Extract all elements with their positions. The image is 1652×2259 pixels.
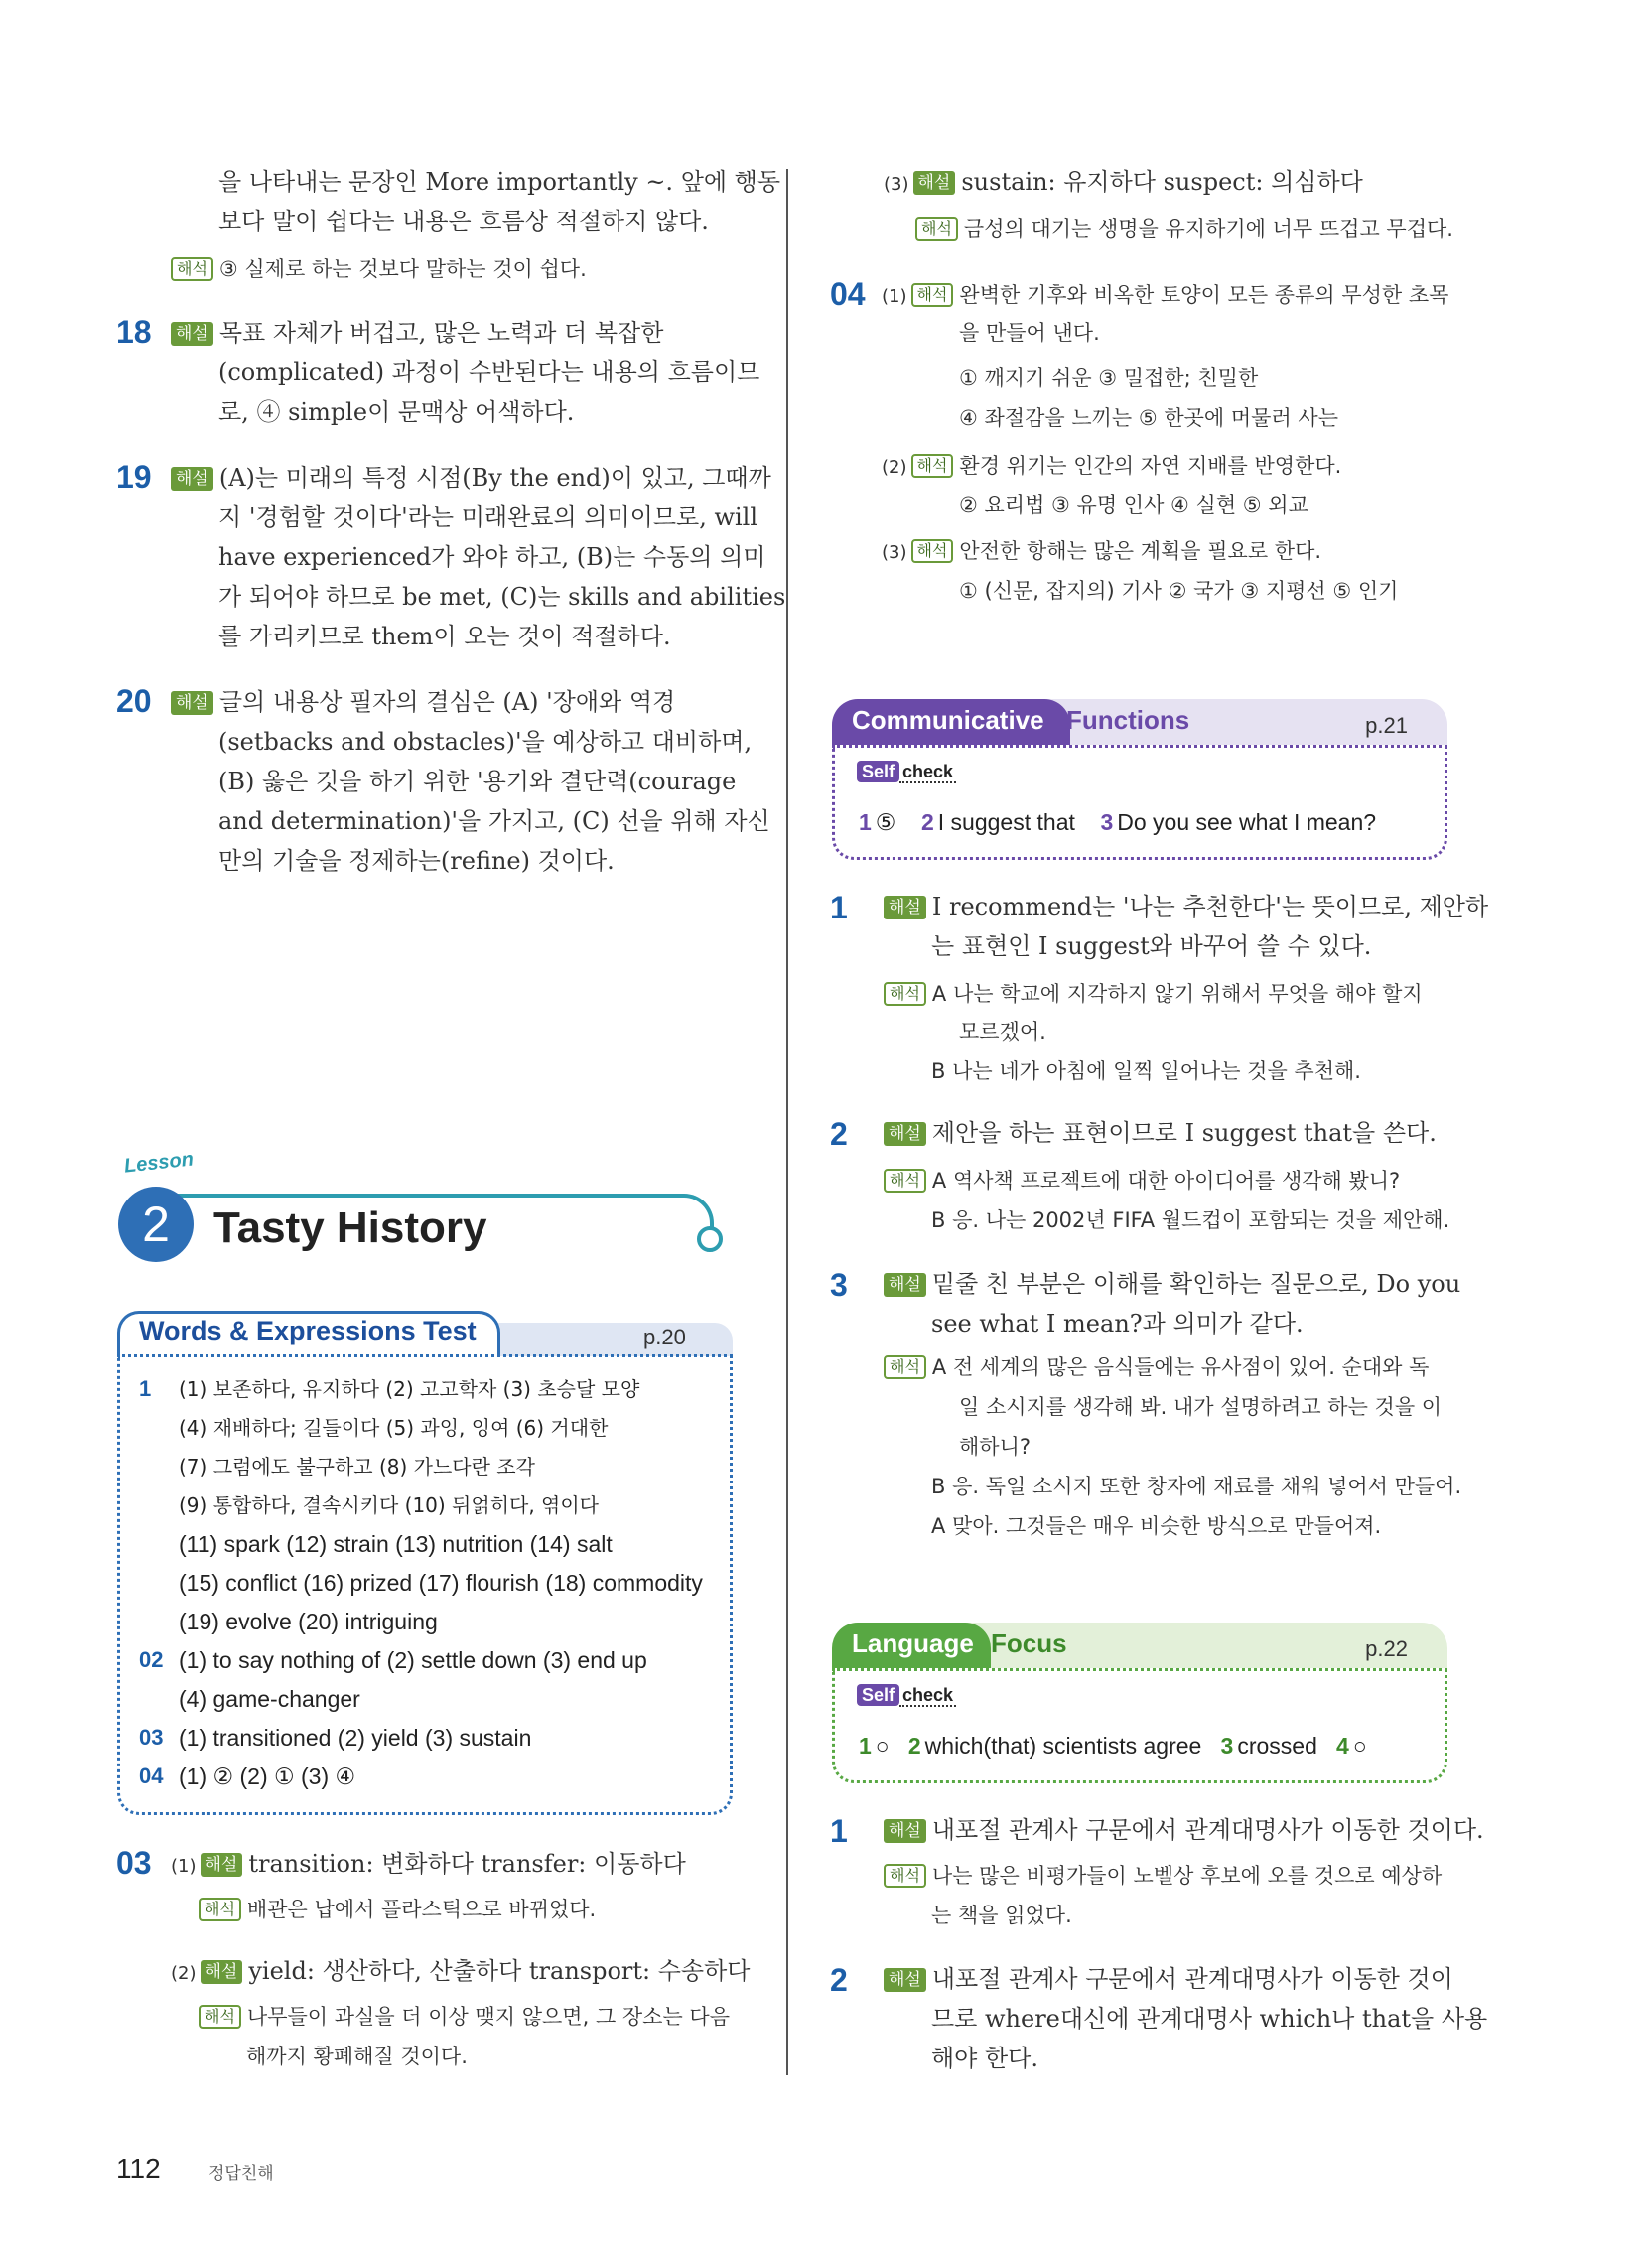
explanation-badge: 해설: [201, 1960, 243, 1984]
text-line: 보다 말이 쉽다는 내용은 흐름상 적절하지 않다.: [218, 208, 709, 235]
text-line: [171, 1849, 686, 1882]
explanation-badge: 해설: [913, 171, 956, 195]
explanation-text: sustain: 유지하다 suspect: 의심하다: [961, 168, 1363, 196]
text-line: see what I mean?과 의미가 같다.: [931, 1310, 1304, 1338]
answer-number: 4: [1336, 1733, 1349, 1759]
translation-line: [171, 254, 587, 284]
box-title: Words & Expressions Test: [139, 1316, 477, 1345]
translation-badge: 해석: [884, 982, 926, 1006]
text-line: [171, 463, 771, 493]
explanation-badge: 해설: [884, 1273, 926, 1297]
text-line: and determination)'을 가지고, (C) 선을 위해 자신: [218, 807, 770, 835]
translation-line: 을 만들어 낸다.: [959, 321, 1100, 345]
text-line: 해야 한다.: [931, 2045, 1038, 2072]
translation-text: A 전 세계의 많은 음식들에는 유사점이 있어. 순대와 독: [931, 1355, 1430, 1379]
text-line: 을 나타내는 문장인 More importantly ~. 앞에 행동: [218, 168, 781, 196]
text-line: [884, 1118, 1437, 1148]
text-line: 만의 기술을 정제하는(refine) 것이다.: [218, 847, 615, 875]
self-check-tag: Self: [857, 761, 899, 782]
text-line: [884, 167, 1363, 200]
text-line: (complicated) 과정이 수반된다는 내용의 흐름이므: [218, 358, 760, 386]
sub-number: (3): [882, 542, 907, 563]
option-line: ④ 좌절감을 느끼는 ⑤ 한곳에 머물러 사는: [959, 406, 1338, 430]
explanation-badge: 해설: [201, 1853, 243, 1877]
text-line: [884, 1815, 1484, 1845]
row-number: 02: [139, 1647, 164, 1672]
box-page-ref: p.21: [1365, 713, 1408, 738]
translation-badge: 해석: [911, 454, 954, 478]
explanation-text: (A)는 미래의 특정 시점(By the end)이 있고, 그때까: [218, 464, 771, 492]
translation-text: 환경 위기는 인간의 자연 지배를 반영한다.: [959, 454, 1342, 478]
row-number: 04: [139, 1764, 164, 1788]
answer-number: 2: [907, 1733, 921, 1759]
translation-line: 모르겠어.: [959, 1020, 1046, 1044]
answer-number: 3: [1220, 1733, 1234, 1759]
word-row: (4) game-changer: [179, 1686, 360, 1712]
option-line: ① (신문, 잡지의) 기사 ② 국가 ③ 지평선 ⑤ 인기: [959, 579, 1399, 603]
question-number: 1: [830, 1813, 848, 1849]
answer-number: 1: [859, 1733, 872, 1759]
translation-line: 는 책을 읽었다.: [931, 1904, 1072, 1927]
text-line: [884, 892, 1488, 921]
lesson-header: [114, 1148, 730, 1271]
answer-number: 1: [859, 809, 872, 835]
explanation-badge: 해설: [884, 1122, 926, 1146]
word-row: (9) 통합하다, 결속시키다 (10) 뒤얽히다, 엮이다: [179, 1493, 600, 1517]
translation-badge: 해석: [884, 1864, 926, 1888]
translation-line: [884, 1352, 1429, 1382]
translation-text: 배관은 납에서 플라스틱으로 바뀌었다.: [246, 1898, 597, 1921]
sub-number: (3): [884, 174, 909, 195]
sub-number: (2): [882, 457, 907, 478]
lesson-label: Lesson: [122, 1148, 195, 1178]
text-line: (setbacks and obstacles)'을 예상하고 대비하며,: [218, 728, 753, 756]
question-number: 1: [830, 890, 848, 925]
box-page-ref: p.22: [1365, 1636, 1408, 1661]
explanation-badge: 해설: [171, 691, 213, 715]
word-row: (7) 그럼에도 불구하고 (8) 가느다란 조각: [179, 1455, 535, 1479]
translation-badge: 해석: [911, 539, 954, 563]
translation-line: [884, 1166, 1400, 1196]
sub-number: (1): [882, 286, 907, 307]
word-row: (1) ② (2) ① (3) ④: [179, 1764, 356, 1789]
text-line: [884, 1964, 1453, 1994]
text-line: 는 표현인 I suggest와 바꾸어 쓸 수 있다.: [931, 932, 1372, 960]
translation-line: B 응. 나는 2002년 FIFA 월드컵이 포함되는 것을 제안해.: [931, 1208, 1450, 1232]
self-check-word: check: [899, 1685, 956, 1707]
translation-line: [882, 451, 1341, 483]
translation-badge: 해석: [915, 217, 958, 241]
sub-number: (1): [171, 1856, 197, 1877]
answer-text: Do you see what I mean?: [1117, 809, 1377, 835]
explanation-text: 내포절 관계사 구문에서 관계대명사가 이동한 것이: [931, 1965, 1453, 1993]
answer-text: which(that) scientists agree: [924, 1733, 1202, 1759]
text-line: [171, 318, 663, 348]
translation-badge: 해석: [199, 1898, 241, 1921]
explanation-text: 제안을 하는 표현이므로 I suggest that을 쓴다.: [931, 1119, 1437, 1147]
explanation-badge: 해설: [884, 1968, 926, 1992]
translation-line: 해하니?: [959, 1435, 1032, 1459]
translation-line: 일 소시지를 생각해 봐. 내가 설명하려고 하는 것을 이: [959, 1395, 1443, 1419]
text-line: [171, 687, 675, 717]
box-body: [832, 1668, 1447, 1783]
word-row: (11) spark (12) strain (13) nutrition (14) salt: [179, 1531, 613, 1557]
translation-line: [915, 214, 1453, 244]
text-line: (B) 옳은 것을 하기 위한 '용기와 결단력(courage: [218, 768, 737, 795]
explanation-text: 밑줄 친 부분은 이해를 확인하는 질문으로, Do you: [931, 1270, 1461, 1298]
option-line: ① 깨지기 쉬운 ③ 밀접한; 친밀한: [959, 366, 1259, 390]
self-check-answers: [859, 1733, 1367, 1760]
lesson-header-dot: [697, 1226, 723, 1252]
word-row: (19) evolve (20) intriguing: [179, 1609, 438, 1634]
translation-badge: 해석: [884, 1355, 926, 1379]
self-check-label: [857, 762, 956, 782]
translation-text: 완벽한 기후와 비옥한 토양이 모든 종류의 무성한 초목: [959, 283, 1449, 307]
sub-number: (2): [171, 1963, 197, 1984]
answer-number: 2: [920, 809, 934, 835]
word-row: (1) 보존하다, 유지하다 (2) 고고학자 (3) 초승달 모양: [179, 1377, 640, 1401]
box-title-part1: Communicative: [852, 705, 1044, 735]
translation-text: A 역사책 프로젝트에 대한 아이디어를 생각해 봤니?: [931, 1169, 1401, 1193]
answer-text: ○: [875, 1733, 890, 1759]
translation-line: [882, 280, 1448, 312]
translation-line: [884, 979, 1423, 1009]
answer-text: I suggest that: [937, 809, 1075, 835]
question-number: 04: [830, 276, 866, 312]
translation-line: B 응. 독일 소시지 또한 창자에 재료를 채워 넣어서 만들어.: [931, 1475, 1462, 1498]
translation-line: 해까지 황폐해질 것이다.: [246, 2045, 468, 2068]
translation-text: 나무들이 과실을 더 이상 맺지 않으면, 그 장소는 다음: [246, 2005, 731, 2029]
word-row: (1) transitioned (2) yield (3) sustain: [179, 1725, 532, 1751]
text-line: [884, 1269, 1460, 1299]
self-check-label: [857, 1685, 956, 1706]
translation-text: 금성의 대기는 생명을 유지하기에 너무 뜨겁고 무겁다.: [963, 217, 1453, 241]
translation-badge: 해석: [171, 257, 213, 281]
box-page-ref: p.20: [643, 1325, 686, 1349]
translation-text: 안전한 항해는 많은 계획을 필요로 한다.: [959, 539, 1322, 563]
answer-text: ⑤: [875, 809, 896, 835]
translation-line: [199, 2002, 730, 2032]
row-number: 03: [139, 1725, 164, 1750]
question-number: 20: [116, 683, 152, 719]
explanation-text: yield: 생산하다, 산출하다 transport: 수송하다: [248, 1957, 751, 1985]
question-number: 03: [116, 1845, 152, 1881]
answer-number: 3: [1100, 809, 1114, 835]
text-line: 므로 where대신에 관계대명사 which나 that을 사용: [931, 2005, 1488, 2033]
translation-line: B 나는 네가 아침에 일찍 일어나는 것을 추천해.: [931, 1059, 1361, 1083]
lesson-title: Tasty History: [213, 1203, 487, 1252]
word-row: (4) 재배하다; 길들이다 (5) 과잉, 잉여 (6) 거대한: [179, 1416, 609, 1440]
text-line: [171, 1956, 751, 1989]
translation-line: [884, 1861, 1442, 1891]
question-number: 18: [116, 314, 152, 350]
box-title-part2: Focus: [991, 1628, 1067, 1658]
answer-text: crossed: [1237, 1733, 1317, 1759]
page-number: 112: [116, 2153, 161, 2184]
explanation-badge: 해설: [884, 896, 926, 919]
text-line: 가 되어야 하므로 be met, (C)는 skills and abilities: [218, 583, 786, 611]
explanation-text: 내포절 관계사 구문에서 관계대명사가 이동한 것이다.: [931, 1816, 1484, 1844]
translation-badge: 해석: [884, 1169, 926, 1193]
words-expressions-box: [117, 1311, 733, 1817]
explanation-text: transition: 변화하다 transfer: 이동하다: [248, 1850, 686, 1878]
explanation-text: I recommend는 '나는 추천한다'는 뜻이므로, 제안하: [931, 893, 1489, 920]
translation-badge: 해석: [911, 283, 954, 307]
text-line: 를 가리키므로 them이 오는 것이 적절하다.: [218, 623, 671, 650]
self-check-answers: [859, 809, 1376, 836]
text-line: 지 '경험할 것이다'라는 미래완료의 의미이므로, will: [218, 503, 758, 531]
answer-text: ○: [1352, 1733, 1367, 1759]
box-title-part1: Language: [852, 1628, 974, 1658]
explanation-badge: 해설: [171, 322, 213, 346]
word-row: (15) conflict (16) prized (17) flourish (18) commodity: [179, 1570, 703, 1596]
translation-text: ③ 실제로 하는 것보다 말하는 것이 쉽다.: [218, 257, 587, 281]
self-check-word: check: [899, 762, 956, 783]
explanation-text: 글의 내용상 필자의 결심은 (A) '장애와 역경: [218, 688, 676, 716]
box-body: [832, 745, 1447, 860]
option-line: ② 요리법 ③ 유명 인사 ④ 실현 ⑤ 외교: [959, 494, 1308, 517]
row-number: 1: [139, 1376, 152, 1401]
translation-text: A 나는 학교에 지각하지 않기 위해서 무엇을 해야 할지: [931, 982, 1423, 1006]
translation-line: [199, 1895, 596, 1924]
lesson-number: 2: [118, 1187, 194, 1262]
text-line: have experienced가 와야 하고, (B)는 수동의 의미: [218, 543, 766, 571]
translation-line: A 맞아. 그것들은 매우 비슷한 방식으로 만들어져.: [931, 1514, 1382, 1538]
question-number: 19: [116, 459, 152, 494]
explanation-badge: 해설: [884, 1819, 926, 1843]
word-row: (1) to say nothing of (2) settle down (3) end up: [179, 1647, 647, 1673]
explanation-badge: 해설: [171, 467, 213, 491]
text-line: 로, ④ simple이 문맥상 어색하다.: [218, 398, 575, 426]
translation-text: 나는 많은 비평가들이 노벨상 후보에 오를 것으로 예상하: [931, 1864, 1443, 1888]
box-title-part2: Functions: [1066, 705, 1190, 735]
question-number: 2: [830, 1962, 848, 1998]
footer-label: 정답친해: [208, 2164, 274, 2184]
question-number: 3: [830, 1267, 848, 1303]
column-divider: [786, 169, 788, 2075]
explanation-text: 목표 자체가 버겁고, 많은 노력과 더 복잡한: [218, 319, 664, 347]
question-number: 2: [830, 1116, 848, 1152]
translation-line: [882, 536, 1321, 568]
translation-badge: 해석: [199, 2005, 241, 2029]
self-check-tag: Self: [857, 1684, 899, 1706]
